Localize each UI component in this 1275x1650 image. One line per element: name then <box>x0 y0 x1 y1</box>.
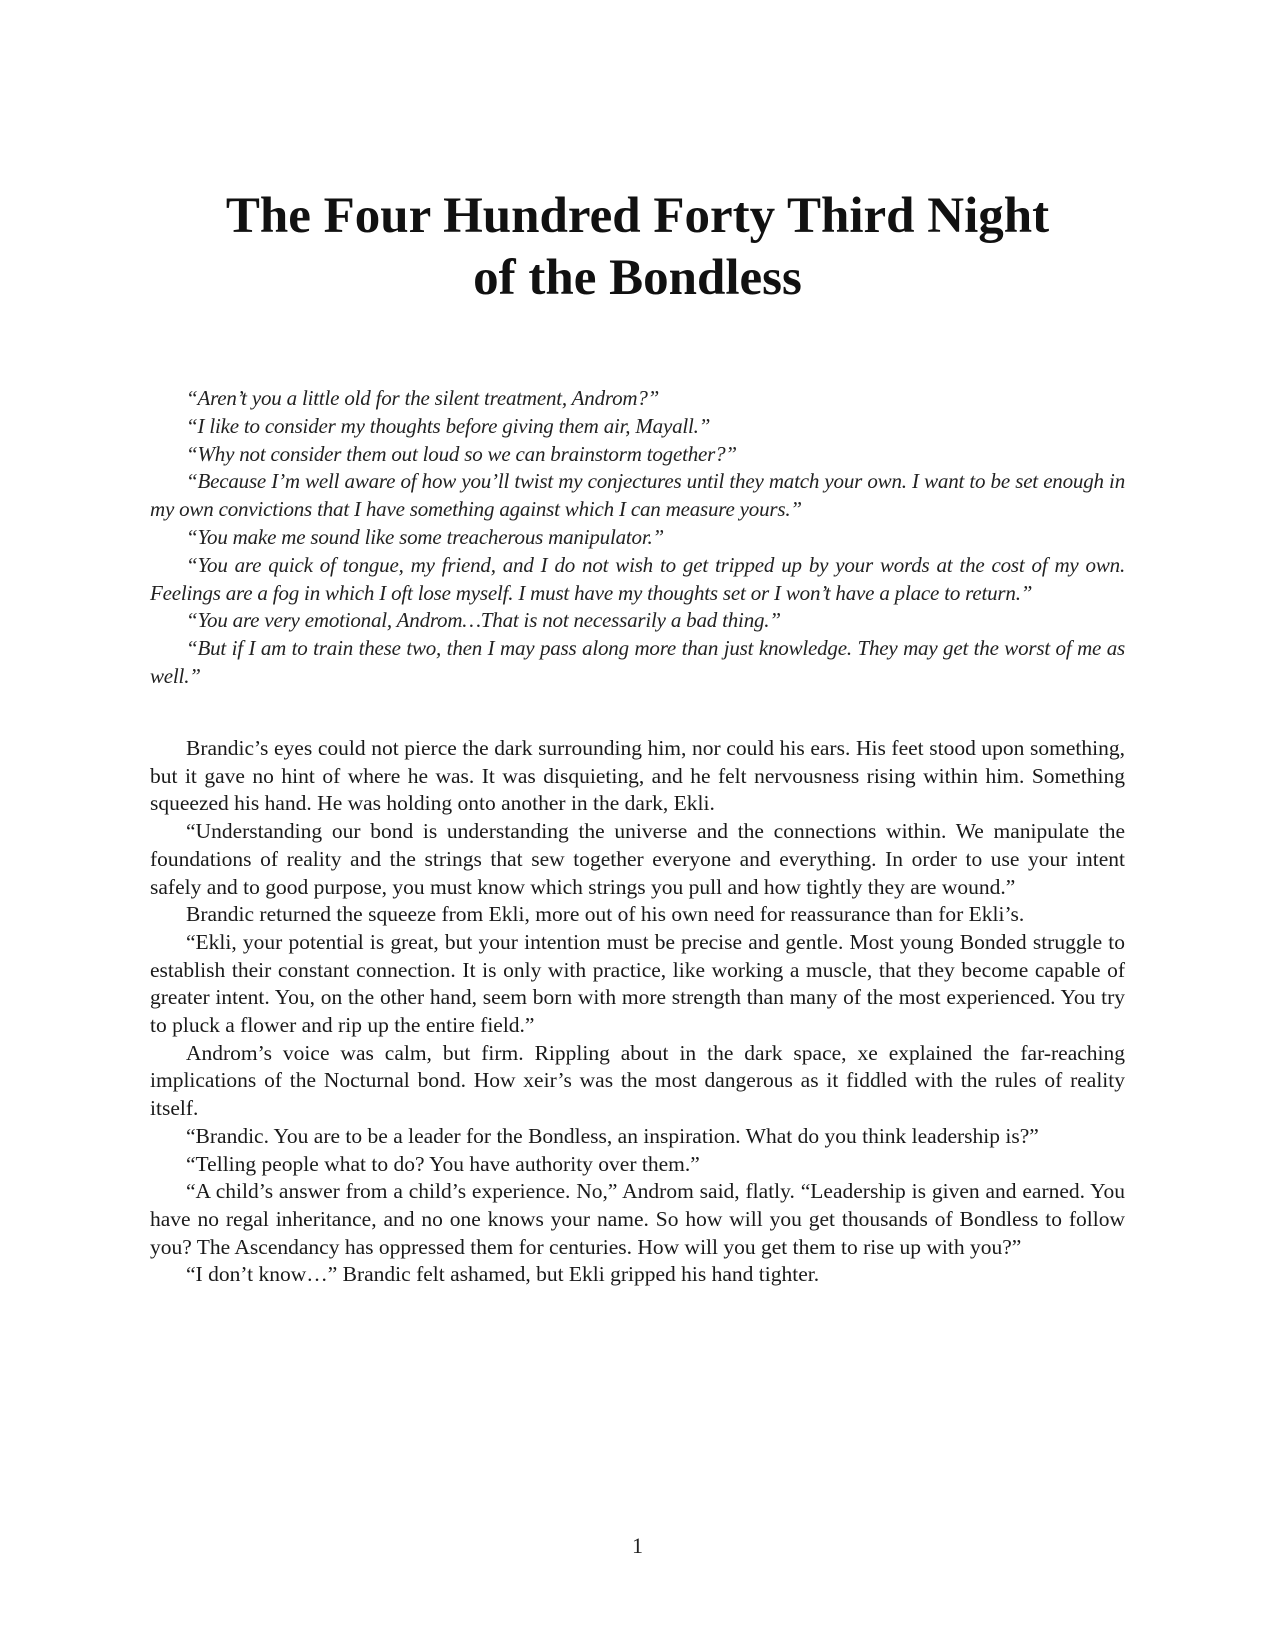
body-paragraph: Brandic’s eyes could not pierce the dark surrounding him, nor could his ears. His feet stood upon something, but it gave no hint of where he was. It was disquieting, and he felt nervousness rising within him. Something squeezed his hand. He was holding onto another in the dark, Ekli. <box>150 736 1125 816</box>
title-line-2: of the Bondless <box>473 250 802 306</box>
body-paragraph: Brandic returned the squeeze from Ekli, more out of his own need for reassurance than for Ekli’s. <box>186 902 1025 927</box>
italic-paragraph: “But if I am to train these two, then I may pass along more than just knowledge. They may get the worst of me as well.” <box>150 636 1125 688</box>
body-paragraph: “I don’t know…” Brandic felt ashamed, but Ekli gripped his hand tighter. <box>186 1262 820 1287</box>
italic-paragraph: “You are very emotional, Androm…That is not necessarily a bad thing.” <box>186 608 781 633</box>
italic-paragraph: “I like to consider my thoughts before giving them air, Mayall.” <box>186 413 711 438</box>
italic-paragraph: “You are quick of tongue, my friend, and I do not wish to get tripped up by your words at the cost of my own. Feelings are a fog in which I oft lose myself. I must have my thoughts set or I won’t have a place to return.” <box>150 552 1125 605</box>
italic-paragraph: “Aren’t you a little old for the silent treatment, Androm?” <box>186 386 660 410</box>
title-line-1: The Four Hundred Forty Third Night <box>225 188 1050 244</box>
body-paragraph: Androm’s voice was calm, but firm. Rippling about in the dark space, xe explained the far-reaching implications of the Nocturnal bond. How xeir’s was the most dangerous as it fiddled with the rules of reality itself. <box>150 1040 1125 1121</box>
body-paragraph: “Ekli, your potential is great, but your intention must be precise and gentle. Most young Bonded struggle to establish their constant connection. It is only with practice, like working a muscle, that they become capable of greater intent. You, on the other hand, seem born with more strength than many of the most experienced. You try to pluck a flower and rip up the entire field.” <box>150 929 1125 1038</box>
italic-paragraph: “Because I’m well aware of how you’ll twist my conjectures until they match your own. I want to be set enough in my own convictions that I have something against which I can measure yours.” <box>150 469 1125 522</box>
body-paragraph: “Telling people what to do? You have authority over them.” <box>186 1151 700 1176</box>
italic-dialogue-section <box>150 385 1125 691</box>
body-text-section <box>150 735 1125 1289</box>
page-title <box>150 185 1125 309</box>
body-paragraph: “A child’s answer from a child’s experience. No,” Androm said, flatly. “Leadership is given and earned. You have no regal inheritance, and no one knows your name. So how will you get thousands of Bondless to follow you? The Ascendancy has oppressed them for centuries. How will you get them to rise up with you?” <box>150 1179 1125 1259</box>
body-paragraph: “Brandic. You are to be a leader for the Bondless, an inspiration. What do you think leadership is?” <box>186 1123 1039 1148</box>
page-number: 1 <box>632 1533 643 1558</box>
italic-paragraph: “You make me sound like some treacherous manipulator.” <box>186 524 665 549</box>
body-paragraph: “Understanding our bond is understanding the universe and the connections within. We manipulate the foundations of reality and the strings that sew together everyone and everything. In order to use your intent safely and to good purpose, you must know which strings you pull and how tightly they are wound.” <box>150 819 1125 899</box>
italic-paragraph: “Why not consider them out loud so we can brainstorm together?” <box>186 441 737 466</box>
